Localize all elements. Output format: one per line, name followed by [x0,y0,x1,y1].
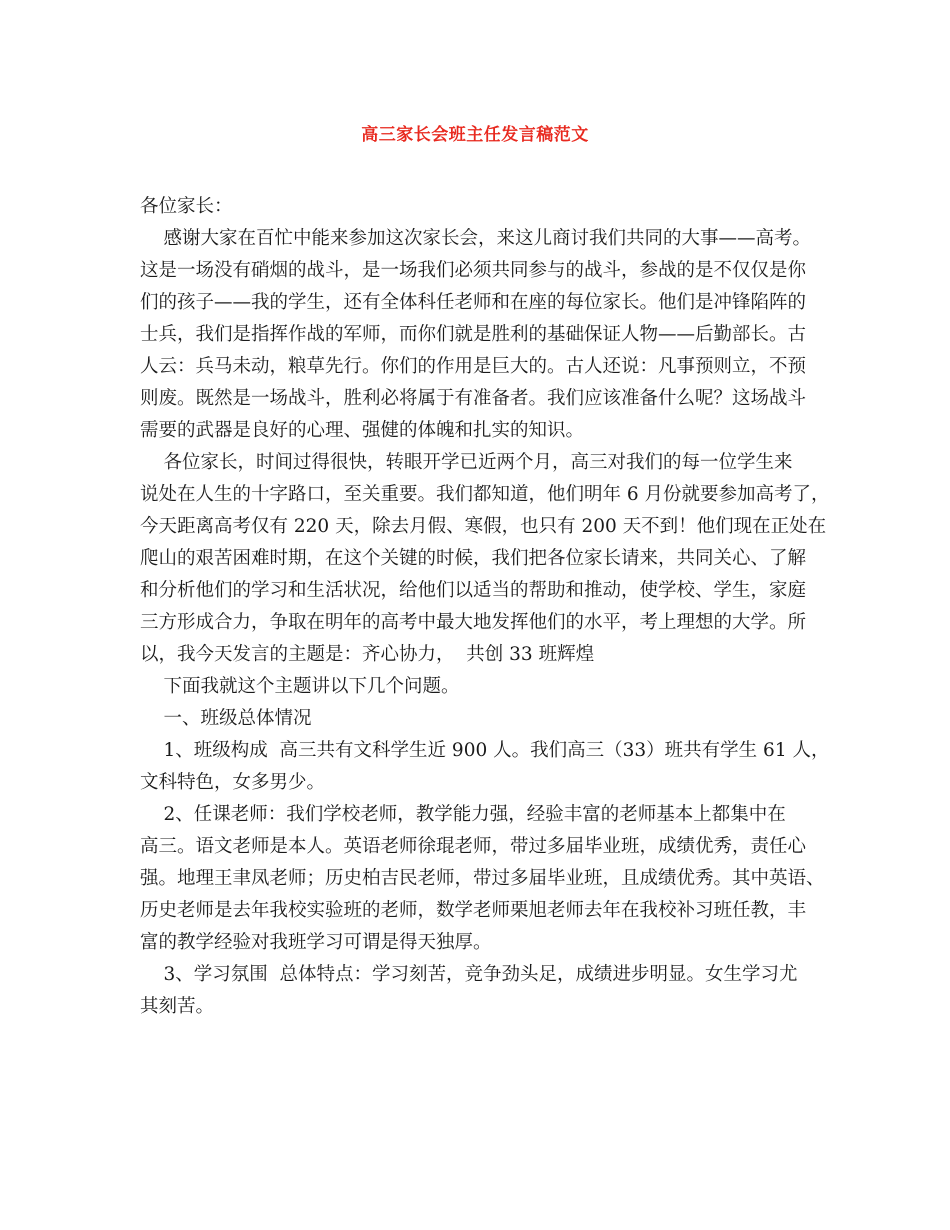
document-body [140,191,830,1023]
text-line: 今天距离高考仅有 220 天，除去月假、寒假，也只有 200 天不到！他们现在正处在 [140,516,827,537]
text-line: 士兵，我们是指挥作战的军师，而你们就是胜利的基础保证人物——后勤部长。古 [140,324,807,345]
text-line: 们的孩子——我的学生，还有全体科任老师和在座的每位家长。他们是冲锋陷阵的 [140,292,807,313]
text-line: 人云：兵马未动，粮草先行。你们的作用是巨大的。古人还说：凡事预则立，不预 [140,356,807,377]
text-line: 说处在人生的十字路口，至关重要。我们都知道，他们明年 6 月份就要参加高考了， [140,484,830,505]
text-line: 需要的武器是良好的心理、强健的体魄和扎实的知识。 [140,420,585,441]
text-line: 下面我就这个主题讲以下几个问题。 [140,676,460,697]
text-line: 各位家长，时间过得很快，转眼开学已近两个月，高三对我们的每一位学生来 [140,452,793,473]
text-line: 这是一场没有硝烟的战斗，是一场我们必须共同参与的战斗，参战的是不仅仅是你 [140,260,807,281]
text-line: 文科特色，女多男少。 [140,772,326,793]
text-line: 和分析他们的学习和生活状况，给他们以适当的帮助和推动，使学校、学生，家庭 [140,580,807,601]
text-line: 以，我今天发言的主题是：齐心协力， 共创 33 班辉煌 [140,644,595,665]
text-line: 爬山的艰苦困难时期，在这个关键的时候，我们把各位家长请来，共同关心、了解 [140,548,807,569]
document-title: 高三家长会班主任发言稿范文 [361,125,589,145]
text-line: 三方形成合力，争取在明年的高考中最大地发挥他们的水平，考上理想的大学。所 [140,612,807,633]
text-line: 各位家长： [140,196,233,217]
text-line: 一、班级总体情况 [140,708,312,729]
text-line: 富的教学经验对我班学习可谓是得天独厚。 [140,932,492,953]
text-line: 强。地理王聿凤老师；历史柏吉民老师，带过多届毕业班，且成绩优秀。其中英语、 [140,868,825,889]
text-line: 2、任课老师：我们学校老师，教学能力强，经验丰富的老师基本上都集中在 [140,804,786,825]
text-line: 感谢大家在百忙中能来参加这次家长会，来这儿商讨我们共同的大事——高考。 [140,228,812,249]
text-line: 其刻苦。 [140,996,215,1017]
text-line: 则废。既然是一场战斗，胜利必将属于有准备者。我们应该准备什么呢？这场战斗 [140,388,807,409]
text-line: 高三。语文老师是本人。英语老师徐琨老师，带过多届毕业班，成绩优秀，责任心 [140,836,807,857]
text-line: 3、学习氛围 总体特点：学习刻苦，竞争劲头足，成绩进步明显。女生学习尤 [140,964,798,985]
text-line: 历史老师是去年我校实验班的老师，数学老师栗旭老师去年在我校补习班任教，丰 [140,900,807,921]
text-line: 1、班级构成 高三共有文科学生近 900 人。我们高三（33）班共有学生 61 人， [140,740,830,761]
